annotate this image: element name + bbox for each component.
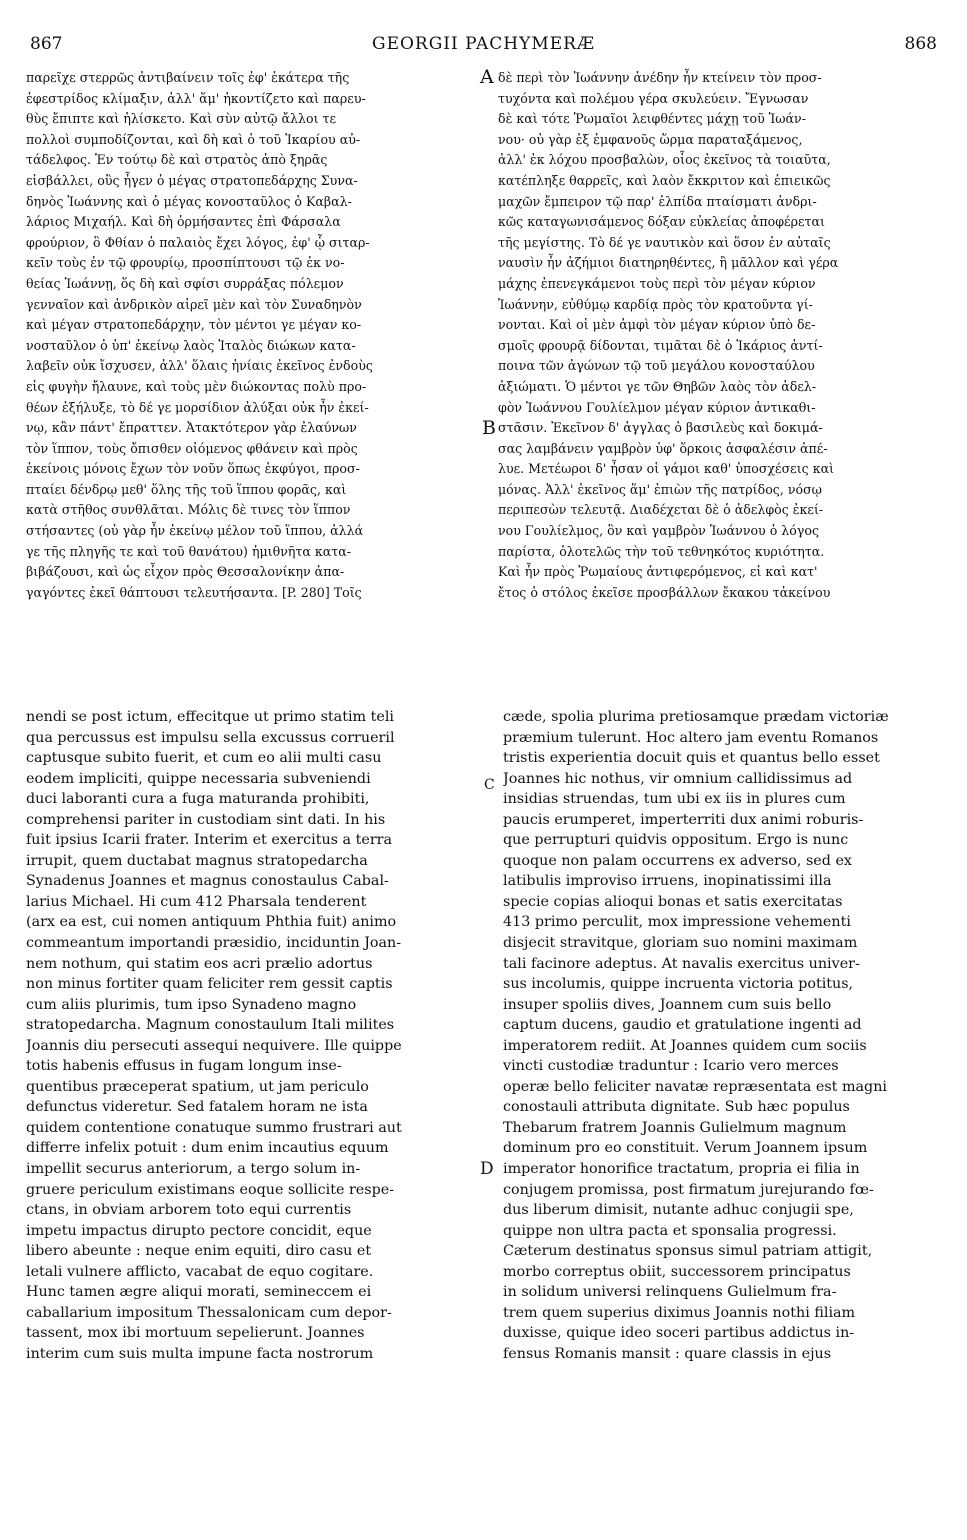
text-line: λαβεῖν οὐκ ἴσχυσεν, ἀλλ' ὅλαις ἡνίαις ἐκεῖνος ἐνδοὺς <box>26 358 373 374</box>
text-line: specie copias alioqui bonas et satis exercitatas <box>503 893 843 910</box>
margin-letter-d: D <box>480 1159 494 1179</box>
text-line: τάδελφος. Ἐν τούτῳ δὲ καὶ στρατὸς ἀπὸ ξηρᾶς <box>26 152 328 168</box>
text-line: τυχόντα καὶ πολέμου γέρα σκυλεύειν. Ἔγνωσαν <box>498 90 809 106</box>
text-line: κατέπληξε θαρρεῖς, καὶ λαὸν ἔκκριτον καὶ ἐπιεικῶς <box>498 172 831 188</box>
text-line: insidias struendas, tum ubi ex iis in plures cum <box>503 791 846 808</box>
text-line: ναυσὶν ἦν ἀζήμιοι διατηρηθέντες, ἢ μᾶλλον καὶ γέρα <box>498 255 839 271</box>
text-line: disjecit stravitque, gloriam suo nomini maximam <box>503 935 858 952</box>
text-line: βιβάζουσι, καὶ ὡς εἶχον πρὸς Θεσσαλονίκην ἀπα- <box>26 564 345 580</box>
text-line: imperator honorifice tractatum, propria ei filia in <box>503 1161 860 1178</box>
text-line: τὸν ἵππον, τοὺς ὄπισθεν οἰόμενος φθάνειν καὶ πρὸς <box>26 440 358 456</box>
text-line: morbo correptus obiit, successorem principatus <box>503 1263 851 1280</box>
text-line: θὺς ἔπιπτε καὶ ἡλίσκετο. Καὶ σὺν αὐτῷ ἄλλοι τε <box>26 111 337 127</box>
text-line: præmium tulerunt. Hoc altero jam eventu Romanos <box>503 729 879 746</box>
text-line: insuper spoliis dives, Joannem cum suis bello <box>503 996 832 1013</box>
text-line: στήσαντες (οὐ γὰρ ἦν ἐκείνῳ μέλον τοῦ ἵππου, ἀλλά <box>26 523 364 539</box>
text-line: στᾶσιν. Ἐκεῖνον δ' ἀγγλας ὁ βασιλεὺς καὶ δοκιμά- <box>498 420 823 436</box>
text-line: Hunc tamen ægre aliqui morati, semineccem ei <box>26 1284 372 1301</box>
text-line: eodem impliciti, quippe necessaria subveniendi <box>26 770 371 787</box>
text-line: tali facinore adeptus. At navalis exercitus univer- <box>503 955 860 972</box>
margin-letter-a: A <box>480 66 494 88</box>
running-title: GEORGII PACHYMERÆ <box>372 34 595 54</box>
greek-text-left-column <box>26 68 479 603</box>
text-line: non minus fortiter quam feliciter rem gessit captis <box>26 976 393 993</box>
text-line: μάχης ἐπενεγκάμενοι τοὺς περὶ τὸν μέγαν κύριον <box>498 275 816 291</box>
text-line: Καὶ ἦν πρὸς Ῥωμαίους ἀντιφερόμενος, εἰ καὶ κατ' <box>498 564 818 580</box>
text-line: differre infelix potuit : dum enim incautius equum <box>26 1140 389 1157</box>
text-line: λυε. Μετέωροι δ' ἦσαν οἱ γάμοι καθ' ὑποσχέσεις καὶ <box>498 461 835 477</box>
text-line: Ἰωάννην, εὐθύμῳ καρδίᾳ πρὸς τὸν κρατοῦντα γί- <box>498 296 813 312</box>
text-line: tristis experientia docuit quis et quantus bello esset <box>503 750 880 767</box>
margin-letter-c: C <box>484 777 495 793</box>
text-line: 413 primo perculit, mox impressione vehementi <box>503 914 851 931</box>
text-line: (arx ea est, cui nomen antiquum Phthia fuit) animo <box>26 914 397 931</box>
text-line: dominum pro eo constituit. Verum Joannem ipsum <box>503 1140 868 1157</box>
text-line: λάριος Μιχαήλ. Καὶ δὴ ὁρμήσαντες ἐπὶ Φάρσαλα <box>26 214 341 230</box>
running-header <box>30 34 937 58</box>
text-line: φὸν Ἰωάννου Γουλίελμον μέγαν κύριον ἀντικαθι- <box>498 399 816 415</box>
text-line: σας λαμβάνειν γαμβρὸν ὑφ' ὅρκοις ἀσφαλέσιν ἀπέ- <box>498 440 828 456</box>
text-line: comprehensi pariter in custodiam sint dati. In his <box>26 811 386 828</box>
text-line: ctans, in obviam arborem toto equi currentis <box>26 1202 352 1219</box>
text-line: libero abeunte : neque enim equiti, diro casu et <box>26 1243 372 1260</box>
text-line: quoque non palam occurrens ex adverso, sed ex <box>503 852 852 869</box>
text-line: ἔτος ὁ στόλος ἐκεῖσε προσβάλλων ἔκακου τἀκείνου <box>498 584 831 600</box>
text-line: πολλοὶ συμποδίζονται, καὶ δὴ καὶ ὁ τοῦ Ἰκαρίου αὐ- <box>26 131 361 147</box>
text-line: cum aliis plurimis, tum ipso Synadeno magno <box>26 996 357 1013</box>
text-line: captusque subito fuerit, et cum eo alii multi casu <box>26 750 382 767</box>
text-line: captum ducens, gaudio et gratulatione ingenti ad <box>503 1017 862 1034</box>
text-line: larius Michael. Hi cum 412 Pharsala tenderent <box>26 893 367 910</box>
text-line: in solidum universi relinquens Gulielmum fra- <box>503 1284 837 1301</box>
text-line: Thebarum fratrem Joannis Gulielmum magnum <box>503 1119 847 1136</box>
text-line: irrupit, quem ductabat magnus stratopedarcha <box>26 852 368 869</box>
text-line: conjugem promissa, post firmatum jurejurando fœ- <box>503 1181 874 1198</box>
latin-text-left-column <box>26 707 478 1365</box>
text-line: letali vulnere afflicto, vacabat de equo cogitare. <box>26 1263 374 1280</box>
margin-letter-b: B <box>482 417 496 439</box>
text-line: ἐφεστρίδος κλίμαξιν, ἀλλ' ἅμ' ἠκοντίζετο καὶ παρευ- <box>26 90 366 106</box>
text-line: φρούριον, ὃ Φθίαν ὁ παλαιὸς ἔχει λόγος, ἐφ' ᾧ σιταρ- <box>26 234 370 250</box>
text-line: vincti custodiæ traduntur : Icario vero merces <box>503 1058 839 1075</box>
text-line: impetu impactus dirupto pectore concidit, eque <box>26 1222 372 1239</box>
text-line: νου· οὐ γὰρ ἐξ ἐμφανοῦς ὥρμα παραταξάμενος, <box>498 131 803 147</box>
text-line: cæde, spolia plurima pretiosamque prædam victoriæ <box>503 709 889 725</box>
text-line: νονται. Καὶ οἱ μὲν ἀμφὶ τὸν μέγαν κύριον ὑπὸ δε- <box>498 317 816 333</box>
text-line: quentibus præceperat spatium, ut jam periculo <box>26 1078 369 1095</box>
text-line: quippe non ultra pacta et sponsalia progressi. <box>503 1222 837 1239</box>
text-line: caballarium impositum Thessalonicam cum depor- <box>26 1304 392 1321</box>
text-line: Joannes hic nothus, vir omnium callidissimus ad <box>503 770 853 787</box>
latin-text-right-column <box>503 707 943 1365</box>
text-line: fuit ipsius Icarii frater. Interim et exercitus a terra <box>26 832 393 849</box>
text-line: nem nothum, qui statim eos acri prælio adortus <box>26 955 373 972</box>
text-line: conostauli attributa dignitate. Sub hæc populus <box>503 1099 850 1116</box>
text-line: δὲ περὶ τὸν Ἰωάννην ἀνέδην ἦν κτείνειν τὸν προσ- <box>498 70 822 85</box>
text-line: Cæterum destinatus sponsus simul patriam attigit, <box>503 1243 873 1260</box>
text-line: nendi se post ictum, effecitque ut primo statim teli <box>26 709 394 725</box>
text-line: latibulis improviso irruens, inopinatissimi illa <box>503 873 832 890</box>
text-line: μαχῶν ἔμπειρον τῷ παρ' ἐλπίδα πταίσματι ἀνδρι- <box>498 193 817 209</box>
text-line: θείας Ἰωάννῃ, ὅς δὴ καὶ σφίσι συρράξας πόλεμον <box>26 275 344 291</box>
text-line: γενναῖον καὶ ἀνδρικὸν αἱρεῖ μὲν καὶ τὸν Συναδηνὸν <box>26 296 362 312</box>
text-line: περιπεσὼν τελευτᾷ. Διαδέχεται δὲ ὁ ἀδελφὸς ἐκεί- <box>498 502 824 518</box>
text-line: quidem contentione conatuque summo frustrari aut <box>26 1119 402 1136</box>
text-line: ποινα τῶν ἀγώνων τῷ τοῦ μεγάλου κονοσταύλου <box>498 358 815 374</box>
greek-text-right-column <box>498 68 946 603</box>
text-line: γε τῆς πληγῆς τε καὶ τοῦ θανάτου) ἡμιθνῆτα κατα- <box>26 543 351 559</box>
text-line: duxisse, quique ideo soceri partibus addictus in- <box>503 1325 855 1342</box>
text-line: fensus Romanis mansit : quare classis in ejus <box>503 1345 832 1362</box>
text-line: κεῖν τοὺς ἐν τῷ φρουρίῳ, προσπίπτουσι τῷ ἐκ νο- <box>26 255 345 271</box>
text-line: imperatorem rediit. At Joannes quidem cum sociis <box>503 1037 867 1054</box>
text-line: νοσταῦλον ὁ ὑπ' ἐκείνῳ λαὸς Ἰταλὸς διώκων κατα- <box>26 337 356 353</box>
text-line: καὶ μέγαν στρατοπεδάρχην, τὸν μέντοι γε μέγαν κο- <box>26 317 362 333</box>
text-line: σμοῖς φρουρᾷ δίδονται, τιμᾶται δὲ ὁ Ἰκάριος ἀντί- <box>498 337 823 353</box>
text-line: κατὰ στῆθος συνθλᾶται. Μόλις δὲ τινες τὸν ἵππον <box>26 502 351 518</box>
text-line: ἀξιώματι. Ὁ μέντοι γε τῶν Θηβῶν λαὸς τὸν ἀδελ- <box>498 378 817 394</box>
text-line: νου Γουλίελμος, ὃν καὶ γαμβρὸν Ἰωάννου ὁ λόγος <box>498 523 820 539</box>
text-line: que perrupturi quidvis oppositum. Ergo is nunc <box>503 832 849 849</box>
text-line: defunctus videretur. Sed fatalem horam ne ista <box>26 1099 368 1116</box>
text-line: tassent, mox ibi mortuum sepelierunt. Joannes <box>26 1325 365 1342</box>
text-line: ἐκείνοις μόνοις ἔχων τὸν νοῦν ὅπως ἐκφύγοι, προσ- <box>26 461 360 477</box>
page-number-right: 868 <box>904 34 937 54</box>
text-line: δηνὸς Ἰωάννης καὶ ὁ μέγας κονοσταῦλος ὁ Καβαλ- <box>26 193 352 209</box>
text-line: interim cum suis multa impune facta nostrorum <box>26 1345 374 1362</box>
text-line: operæ bello feliciter navatæ repræsentata est magni <box>503 1078 887 1095</box>
text-line: δὲ καὶ τότε Ῥωμαῖοι λειφθέντες μάχῃ τοῦ Ἰωάν- <box>498 111 806 127</box>
text-line: impellit securus anteriorum, a tergo solum in- <box>26 1161 361 1178</box>
text-line: θέων ἐξήλυξε, τὸ δέ γε μορσίδιον ἀλύξαι οὐκ ἦν ἐκεί- <box>26 399 369 415</box>
text-line: γαγόντες ἐκεῖ θάπτουσι τελευτήσαντα. [P. 280] Τοῖς <box>26 584 362 600</box>
text-line: μόνας. Ἀλλ' ἐκεῖνος ἅμ' ἐπιὼν τῆς πατρίδος, νόσῳ <box>498 481 822 497</box>
text-line: dus liberum dimisit, nutante adhuc conjugii spe, <box>503 1202 854 1219</box>
text-line: κῶς καταγωνισάμενος δόξαν εὐκλείας ἀποφέρεται <box>498 214 825 230</box>
text-line: νῳ, κἂν πάντ' ἔπραττεν. Ἀτακτότερον γὰρ ἐλαύνων <box>26 420 357 436</box>
text-line: qua percussus est impulsu sella excussus corrueril <box>26 729 395 746</box>
text-line: totis habenis effusus in fugam longum inse- <box>26 1058 342 1075</box>
text-line: ἀλλ' ἐκ λόχου προσβαλὼν, οἷος ἐκεῖνος τὰ τοιαῦτα, <box>498 152 831 168</box>
text-line: Joannis diu persecuti assequi nequivere. Ille quippe <box>26 1037 402 1054</box>
text-line: commeantum importandi præsidio, inciduntin Joan- <box>26 935 402 952</box>
text-line: εἰσβάλλει, οὓς ἦγεν ὁ μέγας στρατοπεδάρχης Συνα- <box>26 172 358 188</box>
text-line: gruere periculum existimans eoque sollicite respe- <box>26 1181 395 1198</box>
text-line: τῆς μεγίστης. Τὸ δέ γε ναυτικὸν καὶ ὅσον ἐν αὐταῖς <box>498 234 831 250</box>
page-number-left: 867 <box>30 34 63 54</box>
text-line: trem quem superius diximus Joannis nothi filiam <box>503 1304 856 1321</box>
text-line: παρίστα, ὁλοτελῶς τὴν τοῦ τεθνηκότος κυριότητα. <box>498 543 825 559</box>
text-line: παρεῖχε στερρῶς ἀντιβαίνειν τοῖς ἐφ' ἑκάτερα τῆς <box>26 70 350 85</box>
text-line: εἰς φυγὴν ἤλαυνε, καὶ τοὺς μὲν διώκοντας πολὺ προ- <box>26 378 367 394</box>
text-line: stratopedarcha. Magnum conostaulum Itali milites <box>26 1017 395 1034</box>
text-line: duci laboranti cura a fuga maturanda prohibiti, <box>26 791 370 808</box>
text-line: Synadenus Joannes et magnus conostaulus Cabal- <box>26 873 389 890</box>
text-line: sus incolumis, quippe incruenta victoria potitus, <box>503 976 854 993</box>
text-line: πταίει δένδρῳ μεθ' ὅλης τῆς τοῦ ἵππου φορᾶς, καὶ <box>26 481 347 497</box>
text-line: paucis erumperet, imperterriti dux animi roburis- <box>503 811 864 828</box>
